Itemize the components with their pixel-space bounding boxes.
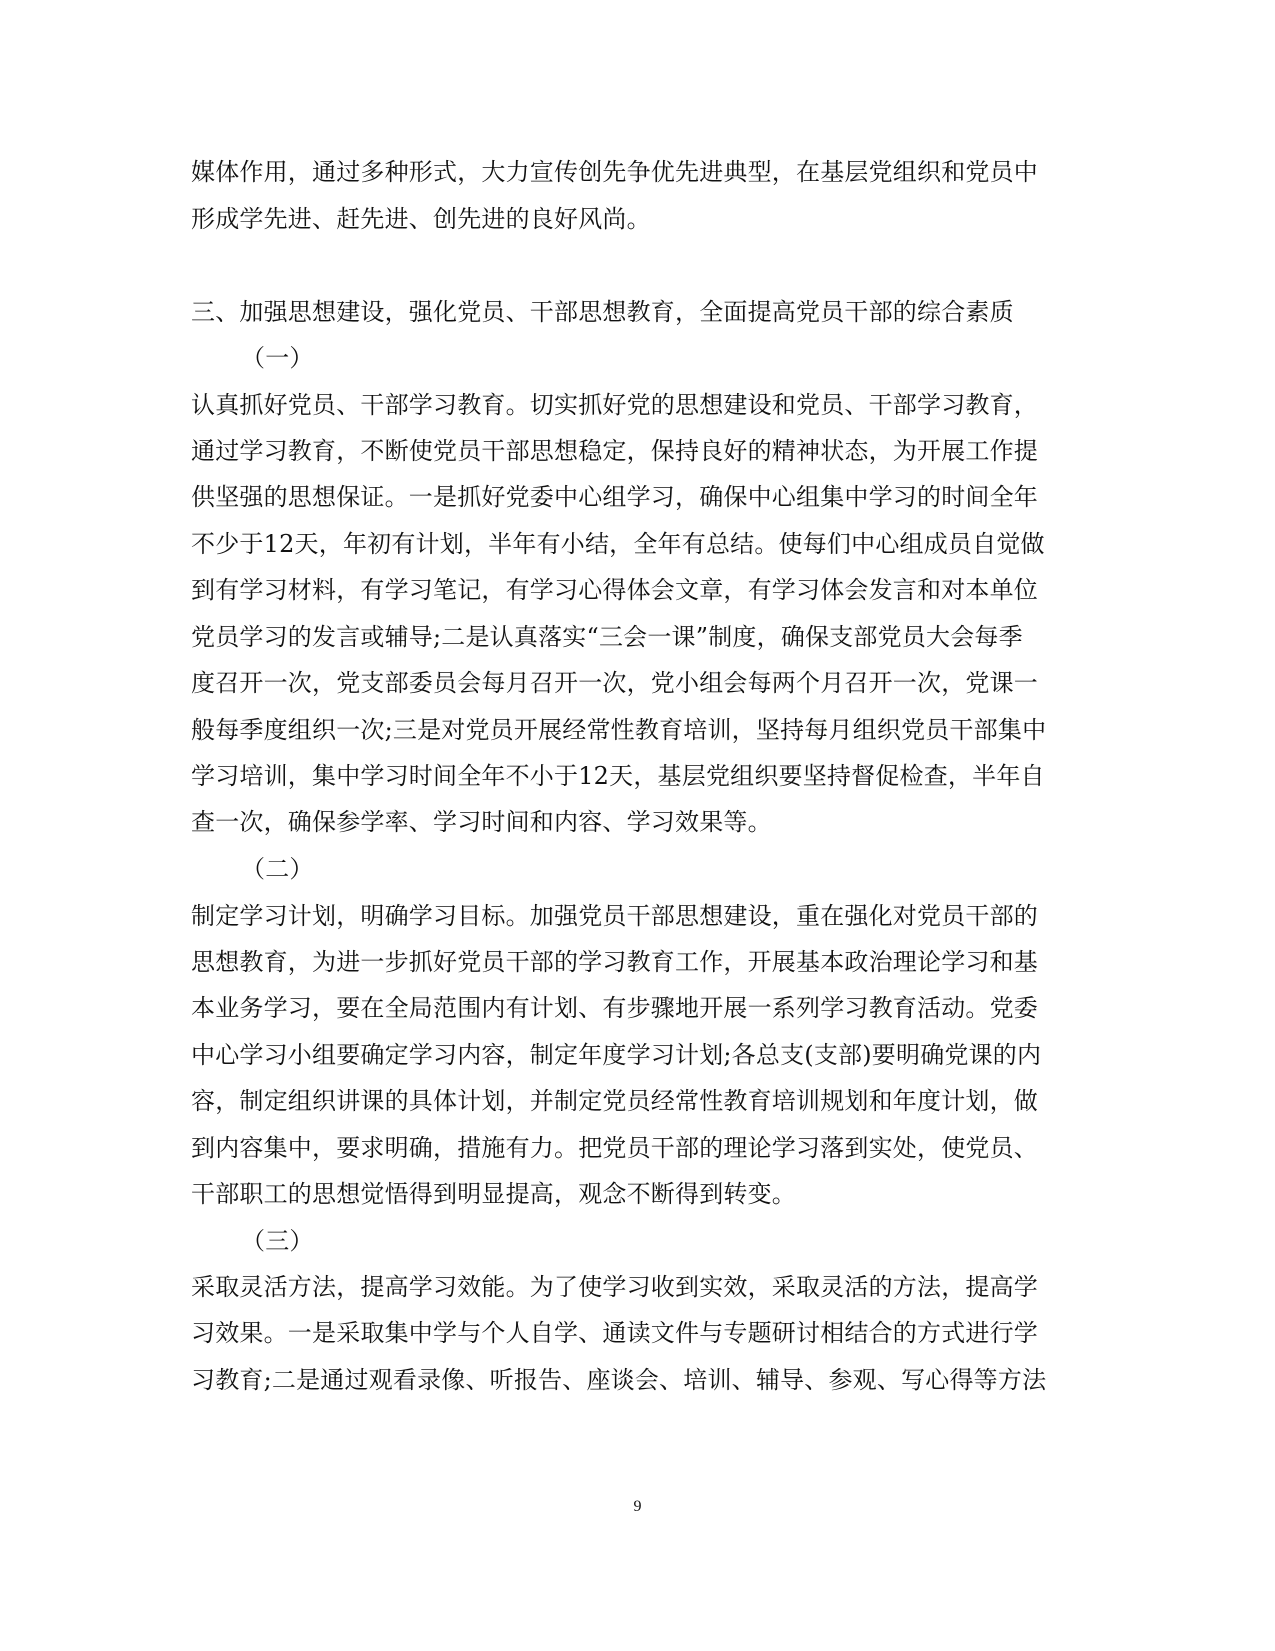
text-line: 到内容集中，要求明确，措施有力。把党员干部的理论学习落到实处，使党员、 (191, 1134, 1038, 1162)
text-line: 查一次，确保参学率、学习时间和内容、学习效果等。 (191, 808, 772, 836)
text-line: 不少于12天，年初有计划，半年有小结，全年有总结。使每们中心组成员自觉做 (191, 530, 1045, 558)
text-line: 形成学先进、赶先进、创先进的良好风尚。 (191, 205, 651, 233)
text-line: 习教育;二是通过观看录像、听报告、座谈会、培训、辅导、参观、写心得等方法 (191, 1366, 1047, 1394)
text-line: 本业务学习，要在全局范围内有计划、有步骤地开展一系列学习教育活动。党委 (191, 994, 1038, 1022)
subsection-marker: （一） (241, 344, 314, 372)
text-line: 容，制定组织讲课的具体计划，并制定党员经常性教育培训规划和年度计划，做 (191, 1087, 1038, 1115)
subsection-marker: （二） (241, 855, 314, 883)
text-line: 党员学习的发言或辅导;二是认真落实“三会一课”制度，确保支部党员大会每季 (191, 623, 1023, 651)
subsection-marker: （三） (241, 1227, 314, 1255)
text-line: 采取灵活方法，提高学习效能。为了使学习收到实效，采取灵活的方法，提高学 (191, 1273, 1038, 1301)
text-line: 学习培训，集中学习时间全年不小于12天，基层党组织要坚持督促检查，半年自 (191, 762, 1045, 790)
page-number: 9 (633, 1498, 642, 1515)
text-line: 度召开一次，党支部委员会每月召开一次，党小组会每两个月召开一次，党课一 (191, 669, 1038, 697)
section-heading: 三、加强思想建设，强化党员、干部思想教育，全面提高党员干部的综合素质 (191, 298, 1014, 326)
text-line: 认真抓好党员、干部学习教育。切实抓好党的思想建设和党员、干部学习教育， (191, 391, 1038, 419)
text-line: 制定学习计划，明确学习目标。加强党员干部思想建设，重在强化对党员干部的 (191, 902, 1038, 930)
text-line: 供坚强的思想保证。一是抓好党委中心组学习，确保中心组集中学习的时间全年 (191, 483, 1038, 511)
text-line: 般每季度组织一次;三是对党员开展经常性教育培训，坚持每月组织党员干部集中 (191, 716, 1047, 744)
text-line: 中心学习小组要确定学习内容，制定年度学习计划;各总支(支部)要明确党课的内 (191, 1041, 1042, 1069)
text-line: 习效果。一是采取集中学与个人自学、通读文件与专题研讨相结合的方式进行学 (191, 1319, 1038, 1347)
text-line: 干部职工的思想觉悟得到明显提高，观念不断得到转变。 (191, 1180, 796, 1208)
text-line: 通过学习教育，不断使党员干部思想稳定，保持良好的精神状态，为开展工作提 (191, 437, 1038, 465)
text-line: 思想教育，为进一步抓好党员干部的学习教育工作，开展基本政治理论学习和基 (191, 948, 1038, 976)
text-line: 到有学习材料，有学习笔记，有学习心得体会文章，有学习体会发言和对本单位 (191, 576, 1038, 604)
text-line: 媒体作用，通过多种形式，大力宣传创先争优先进典型，在基层党组织和党员中 (191, 158, 1038, 186)
